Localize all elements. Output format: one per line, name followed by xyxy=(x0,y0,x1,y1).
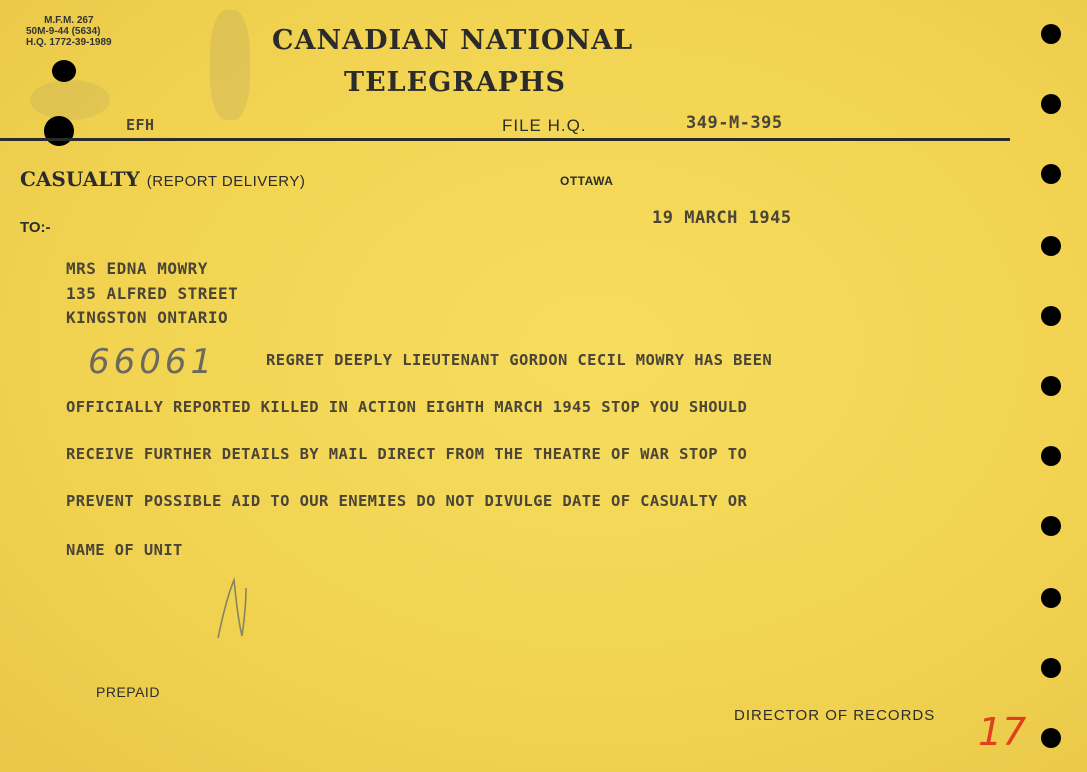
signature: DIRECTOR OF RECORDS xyxy=(734,707,936,724)
address-line: MRS EDNA MOWRY xyxy=(66,259,208,278)
form-code-line: H.Q. 1772-39-1989 xyxy=(26,37,112,48)
punch-hole-icon xyxy=(52,60,76,82)
message-date: 19 MARCH 1945 xyxy=(652,208,792,228)
title-line-2: TELEGRAPHS xyxy=(344,67,566,98)
stain xyxy=(210,10,250,120)
title-line-1: CANADIAN NATIONAL xyxy=(272,25,634,56)
operator-initials: EFH xyxy=(126,116,155,134)
punch-hole-icon xyxy=(1041,94,1061,114)
punch-hole-icon xyxy=(1041,376,1061,396)
casualty-label: CASUALTY xyxy=(20,167,140,191)
punch-hole-icon xyxy=(1041,588,1061,608)
message-body-line: REGRET DEEPLY LIEUTENANT GORDON CECIL MOWRY HAS BEEN xyxy=(266,351,773,369)
pencil-scribble-icon xyxy=(212,574,252,644)
report-delivery-label: (REPORT DELIVERY) xyxy=(146,173,306,190)
punch-hole-icon xyxy=(1041,658,1061,678)
address-line: KINGSTON ONTARIO xyxy=(66,308,229,327)
header-divider xyxy=(0,138,1010,141)
punch-hole-icon xyxy=(1041,236,1061,256)
message-body-line: RECEIVE FURTHER DETAILS BY MAIL DIRECT FROM THE THEATRE OF WAR STOP TO xyxy=(66,445,748,463)
address-line: 135 ALFRED STREET xyxy=(66,284,239,303)
punch-hole-icon xyxy=(44,116,74,146)
form-code-line: 50M-9-44 (5634) xyxy=(26,26,101,37)
page-mark: 17 xyxy=(978,710,1027,754)
origin: OTTAWA xyxy=(560,174,614,188)
file-number: 349-M-395 xyxy=(686,113,783,133)
form-code xyxy=(26,15,112,48)
punch-hole-icon xyxy=(1041,164,1061,184)
punch-hole-icon xyxy=(1041,306,1061,326)
form-code-line: M.F.M. 267 xyxy=(44,15,94,26)
to-label: TO:- xyxy=(20,219,51,236)
message-body-line: OFFICIALLY REPORTED KILLED IN ACTION EIGHTH MARCH 1945 STOP YOU SHOULD xyxy=(66,398,748,416)
message-body-line: PREVENT POSSIBLE AID TO OUR ENEMIES DO NOT DIVULGE DATE OF CASUALTY OR xyxy=(66,492,748,510)
punch-hole-icon xyxy=(1041,24,1061,44)
punch-hole-icon xyxy=(1041,728,1061,748)
message-body-line: NAME OF UNIT xyxy=(66,541,183,559)
message-type xyxy=(20,167,305,191)
punch-hole-icon xyxy=(1041,516,1061,536)
prepaid-label: PREPAID xyxy=(96,684,160,700)
handwritten-number: 66061 xyxy=(88,342,217,382)
file-label: FILE H.Q. xyxy=(502,116,587,135)
punch-hole-icon xyxy=(1041,446,1061,466)
stain xyxy=(30,80,110,120)
